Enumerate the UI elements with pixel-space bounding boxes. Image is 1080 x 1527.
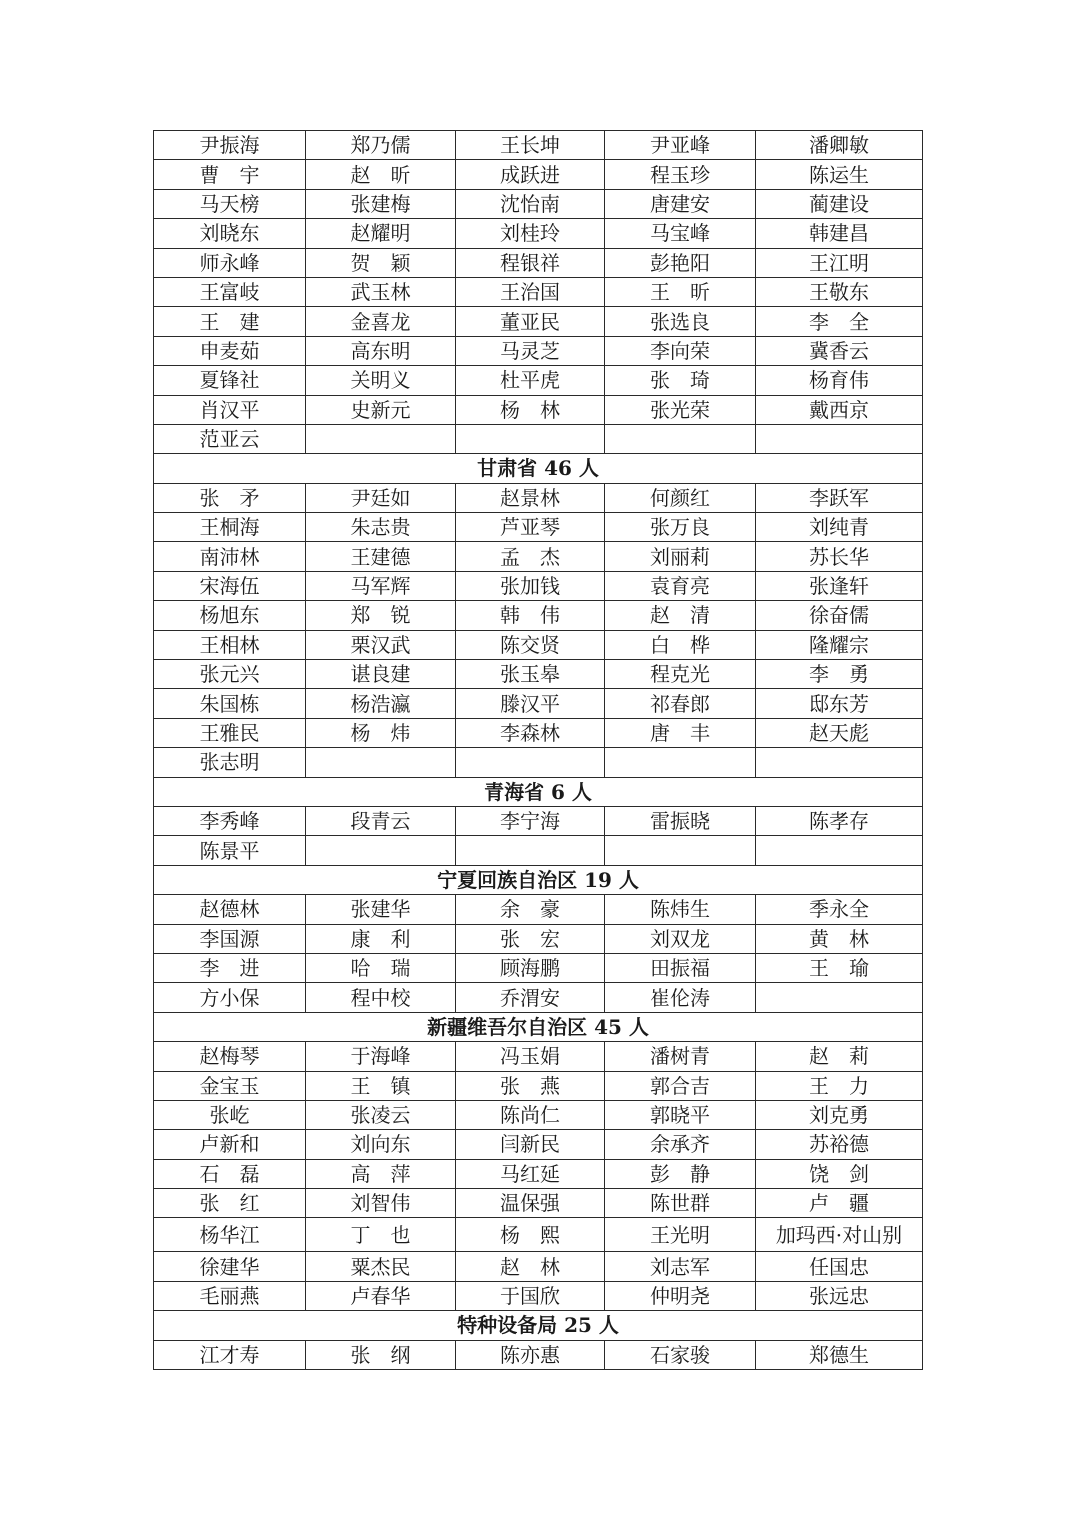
name-cell: 赵 清 [605, 601, 756, 630]
name-cell: 杨旭东 [154, 601, 306, 630]
name-cell: 刘向东 [306, 1130, 456, 1159]
table-row [154, 395, 923, 424]
name-cell: 毛丽燕 [154, 1281, 306, 1310]
name-cell: 李 全 [756, 307, 923, 336]
name-cell: 曹 宇 [154, 160, 306, 189]
name-cell: 张万良 [605, 513, 756, 542]
section-header: 青海省 6 人 [154, 777, 923, 806]
name-cell: 武玉林 [306, 277, 456, 306]
table-row [154, 131, 923, 160]
name-list-body [154, 131, 923, 1370]
name-cell: 马天榜 [154, 189, 306, 218]
name-cell: 乔渭安 [456, 983, 605, 1012]
name-cell: 刘智伟 [306, 1189, 456, 1218]
name-cell: 于国欣 [456, 1281, 605, 1310]
name-cell: 唐 丰 [605, 718, 756, 747]
name-cell: 石 磊 [154, 1159, 306, 1188]
name-cell: 尹亚峰 [605, 131, 756, 160]
name-cell: 雷振晓 [605, 806, 756, 835]
name-cell: 李向荣 [605, 336, 756, 365]
table-row [154, 1130, 923, 1159]
name-cell [756, 983, 923, 1012]
name-cell: 陈孝存 [756, 806, 923, 835]
name-cell: 王富岐 [154, 277, 306, 306]
name-cell: 苏长华 [756, 542, 923, 571]
name-cell: 杨浩瀛 [306, 689, 456, 718]
name-cell: 季永全 [756, 895, 923, 924]
name-cell: 石家骏 [605, 1340, 756, 1369]
name-cell: 李跃军 [756, 483, 923, 512]
name-cell: 韩建昌 [756, 219, 923, 248]
name-cell: 温保强 [456, 1189, 605, 1218]
name-cell: 王雅民 [154, 718, 306, 747]
name-cell: 张光荣 [605, 395, 756, 424]
table-row [154, 571, 923, 600]
name-cell: 段青云 [306, 806, 456, 835]
name-cell: 张远忠 [756, 1281, 923, 1310]
name-cell: 王 建 [154, 307, 306, 336]
table-row [154, 601, 923, 630]
name-cell: 张加钱 [456, 571, 605, 600]
table-row [154, 1100, 923, 1129]
table-row [154, 336, 923, 365]
name-cell: 苏裕德 [756, 1130, 923, 1159]
name-cell: 卢新和 [154, 1130, 306, 1159]
name-cell: 王 昕 [605, 277, 756, 306]
name-cell: 张建华 [306, 895, 456, 924]
name-cell: 高东明 [306, 336, 456, 365]
name-cell: 方小保 [154, 983, 306, 1012]
name-cell: 滕汉平 [456, 689, 605, 718]
name-cell: 祁春郎 [605, 689, 756, 718]
name-cell [605, 836, 756, 865]
name-cell: 隆耀宗 [756, 630, 923, 659]
name-cell: 杜平虎 [456, 366, 605, 395]
name-cell [605, 424, 756, 453]
name-cell: 程克光 [605, 660, 756, 689]
name-cell: 刘晓东 [154, 219, 306, 248]
table-row [154, 689, 923, 718]
table-row [154, 1071, 923, 1100]
name-cell: 杨 林 [456, 395, 605, 424]
name-cell: 郑乃儒 [306, 131, 456, 160]
name-cell: 马宝峰 [605, 219, 756, 248]
name-cell: 康 利 [306, 924, 456, 953]
name-cell: 杨 熙 [456, 1218, 605, 1252]
name-cell: 申麦茹 [154, 336, 306, 365]
table-row [154, 248, 923, 277]
name-cell: 赵 林 [456, 1252, 605, 1281]
name-cell: 赵耀明 [306, 219, 456, 248]
name-cell: 粟杰民 [306, 1252, 456, 1281]
name-cell: 赵景林 [456, 483, 605, 512]
name-cell: 田振福 [605, 953, 756, 982]
table-row [154, 895, 923, 924]
name-cell: 金宝玉 [154, 1071, 306, 1100]
name-cell: 杨华江 [154, 1218, 306, 1252]
name-cell [456, 748, 605, 777]
name-cell: 杨 炜 [306, 718, 456, 747]
name-cell: 潘卿敏 [756, 131, 923, 160]
name-cell: 江才寿 [154, 1340, 306, 1369]
name-cell: 赵 莉 [756, 1042, 923, 1071]
name-cell: 陈尚仁 [456, 1100, 605, 1129]
table-row [154, 1042, 923, 1071]
table-row [154, 513, 923, 542]
table-row [154, 630, 923, 659]
name-cell [605, 748, 756, 777]
section-header-row [154, 454, 923, 483]
name-cell: 马灵芝 [456, 336, 605, 365]
name-cell: 唐建安 [605, 189, 756, 218]
name-cell: 师永峰 [154, 248, 306, 277]
name-cell: 刘双龙 [605, 924, 756, 953]
name-cell: 贺 颖 [306, 248, 456, 277]
table-row [154, 718, 923, 747]
name-cell: 于海峰 [306, 1042, 456, 1071]
name-cell: 刘纯青 [756, 513, 923, 542]
name-cell: 郭晓平 [605, 1100, 756, 1129]
name-cell [306, 748, 456, 777]
section-header: 宁夏回族自治区 19 人 [154, 865, 923, 894]
name-cell: 冀香云 [756, 336, 923, 365]
name-cell: 闫新民 [456, 1130, 605, 1159]
table-row [154, 660, 923, 689]
name-cell: 马红延 [456, 1159, 605, 1188]
name-cell: 成跃进 [456, 160, 605, 189]
name-cell: 王 力 [756, 1071, 923, 1100]
table-row [154, 189, 923, 218]
name-cell: 赵梅琴 [154, 1042, 306, 1071]
name-cell: 张元兴 [154, 660, 306, 689]
table-row [154, 953, 923, 982]
table-row [154, 1159, 923, 1188]
name-cell: 李 进 [154, 953, 306, 982]
table-row [154, 424, 923, 453]
name-cell: 饶 剑 [756, 1159, 923, 1188]
name-cell: 丁 也 [306, 1218, 456, 1252]
name-cell: 邸东芳 [756, 689, 923, 718]
name-cell: 卢 疆 [756, 1189, 923, 1218]
name-cell: 郑德生 [756, 1340, 923, 1369]
name-cell: 刘桂玲 [456, 219, 605, 248]
name-cell: 刘志军 [605, 1252, 756, 1281]
table-row [154, 160, 923, 189]
name-cell: 张 纲 [306, 1340, 456, 1369]
name-cell [756, 424, 923, 453]
name-cell: 李宁海 [456, 806, 605, 835]
name-cell: 陈交贤 [456, 630, 605, 659]
name-cell: 谌良建 [306, 660, 456, 689]
name-cell: 王 瑜 [756, 953, 923, 982]
table-row [154, 366, 923, 395]
table-row [154, 983, 923, 1012]
name-cell: 戴西京 [756, 395, 923, 424]
name-cell: 陈景平 [154, 836, 306, 865]
name-cell: 任国忠 [756, 1252, 923, 1281]
name-cell: 史新元 [306, 395, 456, 424]
name-cell: 金喜龙 [306, 307, 456, 336]
name-cell: 余 豪 [456, 895, 605, 924]
name-cell: 马军辉 [306, 571, 456, 600]
name-cell: 张凌云 [306, 1100, 456, 1129]
table-row [154, 924, 923, 953]
section-header: 新疆维吾尔自治区 45 人 [154, 1012, 923, 1041]
section-header-row [154, 865, 923, 894]
table-row [154, 1252, 923, 1281]
name-cell: 王光明 [605, 1218, 756, 1252]
name-cell: 张选良 [605, 307, 756, 336]
name-cell: 张逢轩 [756, 571, 923, 600]
name-cell: 王治国 [456, 277, 605, 306]
name-cell: 张 宏 [456, 924, 605, 953]
name-cell [306, 836, 456, 865]
name-cell: 孟 杰 [456, 542, 605, 571]
name-cell: 赵 昕 [306, 160, 456, 189]
name-cell: 南沛林 [154, 542, 306, 571]
name-cell: 沈怡南 [456, 189, 605, 218]
name-cell: 陈世群 [605, 1189, 756, 1218]
table-row [154, 219, 923, 248]
name-cell [456, 836, 605, 865]
name-cell: 赵德林 [154, 895, 306, 924]
name-cell: 关明义 [306, 366, 456, 395]
name-cell: 张玉皋 [456, 660, 605, 689]
section-header-row [154, 1311, 923, 1340]
name-cell [756, 836, 923, 865]
name-cell [306, 424, 456, 453]
name-cell: 徐建华 [154, 1252, 306, 1281]
name-cell: 董亚民 [456, 307, 605, 336]
name-cell: 范亚云 [154, 424, 306, 453]
name-cell: 宋海伍 [154, 571, 306, 600]
name-cell: 赵天彪 [756, 718, 923, 747]
name-cell: 张志明 [154, 748, 306, 777]
name-cell: 栗汉武 [306, 630, 456, 659]
table-row [154, 1189, 923, 1218]
name-cell: 郭合吉 [605, 1071, 756, 1100]
name-cell: 张 琦 [605, 366, 756, 395]
name-cell: 彭艳阳 [605, 248, 756, 277]
name-cell: 芦亚琴 [456, 513, 605, 542]
name-cell: 李国源 [154, 924, 306, 953]
name-cell: 加玛西·对山别 [756, 1218, 923, 1252]
name-cell: 韩 伟 [456, 601, 605, 630]
name-cell: 程银祥 [456, 248, 605, 277]
table-row [154, 307, 923, 336]
name-cell: 朱志贵 [306, 513, 456, 542]
name-cell: 蔺建设 [756, 189, 923, 218]
name-cell: 夏锋社 [154, 366, 306, 395]
table-row [154, 806, 923, 835]
table-row [154, 1340, 923, 1369]
table-row [154, 542, 923, 571]
name-cell: 王相林 [154, 630, 306, 659]
name-cell: 李秀峰 [154, 806, 306, 835]
name-cell [456, 424, 605, 453]
name-cell: 王 镇 [306, 1071, 456, 1100]
name-cell: 黄 林 [756, 924, 923, 953]
name-cell: 卢春华 [306, 1281, 456, 1310]
name-cell [756, 748, 923, 777]
name-cell: 刘克勇 [756, 1100, 923, 1129]
name-cell: 彭 静 [605, 1159, 756, 1188]
name-cell: 王建德 [306, 542, 456, 571]
name-cell: 张 矛 [154, 483, 306, 512]
name-cell: 陈炜生 [605, 895, 756, 924]
table-row [154, 1218, 923, 1252]
name-cell: 余承齐 [605, 1130, 756, 1159]
table-row [154, 1281, 923, 1310]
name-cell: 白 桦 [605, 630, 756, 659]
name-cell: 何颜红 [605, 483, 756, 512]
name-cell: 杨育伟 [756, 366, 923, 395]
name-cell: 尹廷如 [306, 483, 456, 512]
name-cell: 张 红 [154, 1189, 306, 1218]
name-cell: 王江明 [756, 248, 923, 277]
name-cell: 陈亦惠 [456, 1340, 605, 1369]
table-row [154, 277, 923, 306]
table-row [154, 748, 923, 777]
name-cell: 陈运生 [756, 160, 923, 189]
name-list-table [153, 130, 923, 1370]
name-cell: 袁育亮 [605, 571, 756, 600]
name-cell: 崔伦涛 [605, 983, 756, 1012]
name-cell: 王长坤 [456, 131, 605, 160]
table-row [154, 836, 923, 865]
name-cell: 郑 锐 [306, 601, 456, 630]
section-header: 甘肃省 46 人 [154, 454, 923, 483]
section-header-row [154, 777, 923, 806]
name-cell: 李 勇 [756, 660, 923, 689]
name-cell: 王桐海 [154, 513, 306, 542]
name-cell: 徐奋儒 [756, 601, 923, 630]
name-cell: 刘丽莉 [605, 542, 756, 571]
name-cell: 程玉珍 [605, 160, 756, 189]
name-cell: 高 萍 [306, 1159, 456, 1188]
name-cell: 王敬东 [756, 277, 923, 306]
name-cell: 李森林 [456, 718, 605, 747]
name-cell: 张 燕 [456, 1071, 605, 1100]
name-cell: 仲明尧 [605, 1281, 756, 1310]
name-cell: 肖汉平 [154, 395, 306, 424]
name-cell: 尹振海 [154, 131, 306, 160]
name-cell: 程中校 [306, 983, 456, 1012]
name-cell: 张建梅 [306, 189, 456, 218]
section-header: 特种设备局 25 人 [154, 1311, 923, 1340]
table-row [154, 483, 923, 512]
name-cell: 哈 瑞 [306, 953, 456, 982]
section-header-row [154, 1012, 923, 1041]
name-cell: 张屹 [154, 1100, 306, 1129]
name-cell: 冯玉娟 [456, 1042, 605, 1071]
name-cell: 顾海鹏 [456, 953, 605, 982]
name-cell: 潘树青 [605, 1042, 756, 1071]
name-cell: 朱国栋 [154, 689, 306, 718]
